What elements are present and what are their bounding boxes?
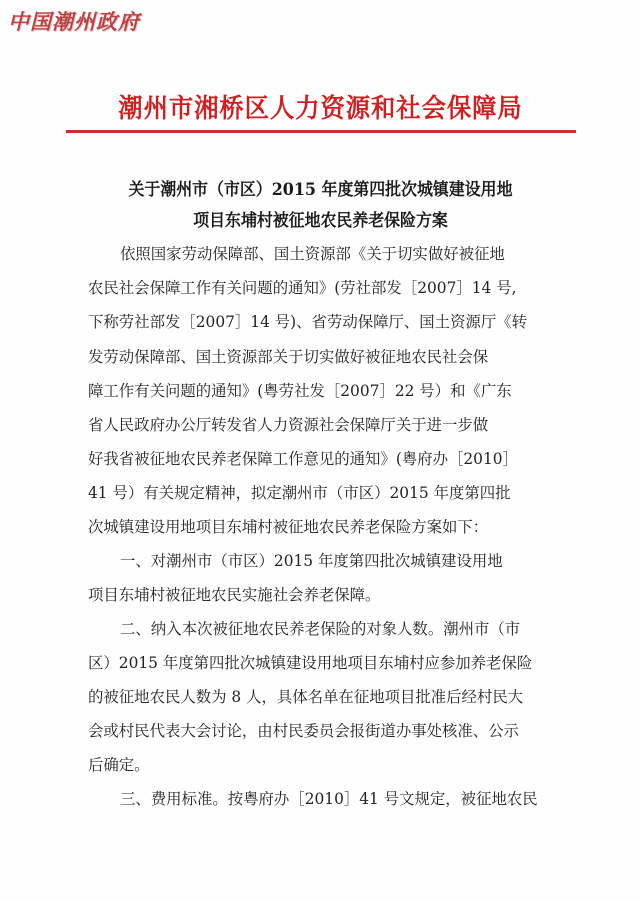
body-line: 41 号）有关规定精神，拟定潮州市（市区）2015 年度第四批: [88, 484, 511, 502]
body-line: 三、费用标准。按粤府办［2010］41 号文规定，被征地农民: [120, 790, 538, 808]
body-line: 二、纳入本次被征地农民养老保险的对象人数。潮州市（市: [120, 620, 521, 638]
body-line: 省人民政府办公厅转发省人力资源社会保障厅关于进一步做: [88, 416, 489, 434]
body-line: 次城镇建设用地项目东埔村被征地农民养老保险方案如下：: [88, 518, 489, 536]
body-line: 好我省被征地农民养老保障工作意见的通知》(粤府办［2010］: [88, 450, 518, 468]
document-title-line-1: 关于潮州市（市区）2015 年度第四批次城镇建设用地: [128, 180, 513, 200]
agency-letterhead: 潮州市湘桥区人力资源和社会保障局: [118, 94, 523, 124]
body-line: 障工作有关问题的通知》(粤劳社发［2007］22 号）和《广东: [88, 382, 512, 400]
body-line: 区）2015 年度第四批次城镇建设用地项目东埔村应参加养老保险: [88, 654, 533, 672]
body-line: 会或村民代表大会讨论，由村民委员会报街道办事处核准、公示: [88, 722, 519, 740]
body-line: 农民社会保障工作有关问题的通知》(劳社部发［2007］14 号,: [88, 279, 517, 297]
body-line: 后确定。: [88, 756, 150, 774]
letterhead-divider: [66, 130, 576, 133]
body-line: 依照国家劳动保障部、国土资源部《关于切实做好被征地: [120, 245, 505, 263]
body-line: 一、对潮州市（市区）2015 年度第四批次城镇建设用地: [120, 552, 503, 570]
body-line: 下称劳社部发［2007］14 号)、省劳动保障厅、国土资源厅《转: [88, 313, 528, 331]
watermark-logo: 中国潮州政府: [8, 9, 140, 34]
body-line: 发劳动保障部、国土资源部关于切实做好被征地农民社会保: [88, 348, 489, 366]
body-line: 的被征地农民人数为 8 人，具体名单在征地项目批准后经村民大: [88, 688, 524, 706]
document-title-line-2: 项目东埔村被征地农民养老保险方案: [193, 211, 448, 231]
body-line: 项目东埔村被征地农民实施社会养老保障。: [88, 586, 381, 604]
